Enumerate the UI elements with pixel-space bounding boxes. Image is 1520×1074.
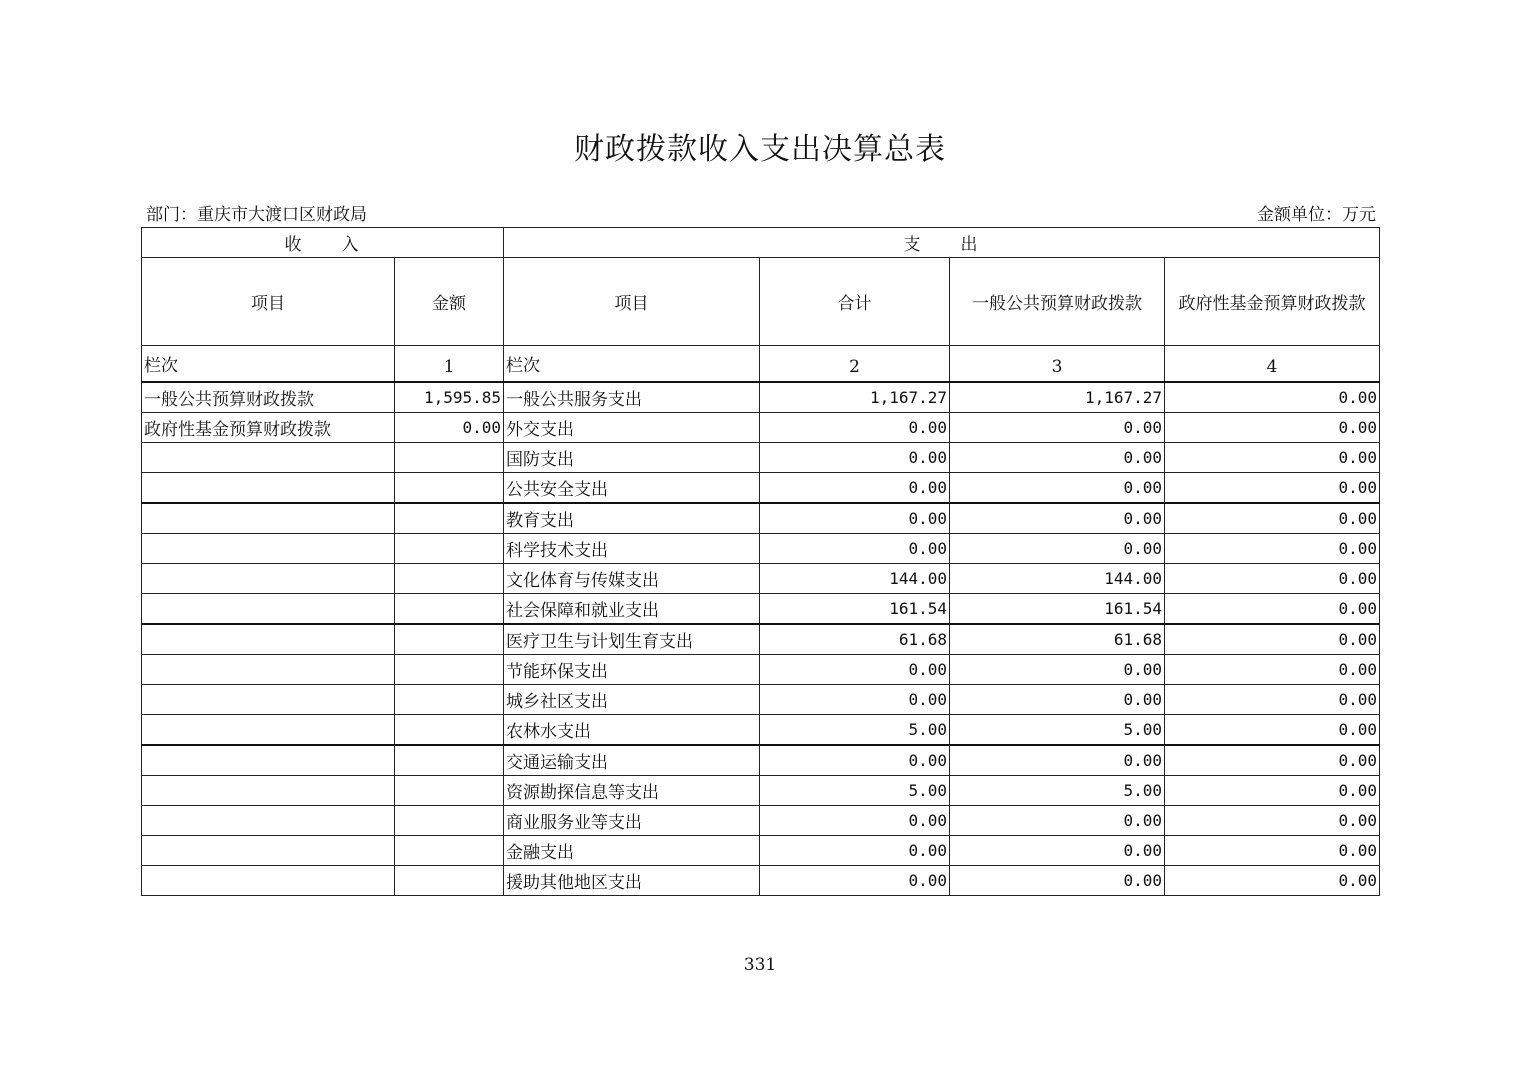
table-row bbox=[142, 473, 1380, 504]
general-budget-cell: 1,167.27 bbox=[950, 382, 1165, 413]
income-item-cell bbox=[142, 473, 395, 504]
total-cell: 1,167.27 bbox=[760, 382, 950, 413]
general-budget-cell: 0.00 bbox=[950, 806, 1165, 836]
fund-budget-cell: 0.00 bbox=[1165, 624, 1380, 655]
expense-item-cell: 医疗卫生与计划生育支出 bbox=[504, 624, 760, 655]
header-expense-item: 项目 bbox=[504, 258, 760, 346]
expense-item-cell: 公共安全支出 bbox=[504, 473, 760, 504]
income-amount-cell bbox=[395, 624, 504, 655]
general-budget-cell: 0.00 bbox=[950, 534, 1165, 564]
header-income-item: 项目 bbox=[142, 258, 395, 346]
income-item-cell: 一般公共预算财政拨款 bbox=[142, 382, 395, 413]
table-row bbox=[142, 534, 1380, 564]
income-item-cell bbox=[142, 745, 395, 776]
total-cell: 5.00 bbox=[760, 715, 950, 746]
expense-item-cell: 社会保障和就业支出 bbox=[504, 594, 760, 625]
expense-item-cell: 资源勘探信息等支出 bbox=[504, 776, 760, 806]
total-cell: 0.00 bbox=[760, 473, 950, 504]
table-row bbox=[142, 503, 1380, 534]
column-index-row bbox=[142, 346, 1380, 383]
table-row bbox=[142, 594, 1380, 625]
expense-item-cell: 外交支出 bbox=[504, 413, 760, 443]
fund-budget-cell: 0.00 bbox=[1165, 655, 1380, 685]
general-budget-cell: 144.00 bbox=[950, 564, 1165, 594]
total-cell: 161.54 bbox=[760, 594, 950, 625]
expense-item-cell: 文化体育与传媒支出 bbox=[504, 564, 760, 594]
table-row bbox=[142, 836, 1380, 866]
table-row bbox=[142, 866, 1380, 896]
income-amount-cell bbox=[395, 534, 504, 564]
expense-item-cell: 科学技术支出 bbox=[504, 534, 760, 564]
table-row bbox=[142, 685, 1380, 715]
expense-item-cell: 城乡社区支出 bbox=[504, 685, 760, 715]
table-row bbox=[142, 655, 1380, 685]
total-cell: 0.00 bbox=[760, 534, 950, 564]
income-item-cell bbox=[142, 534, 395, 564]
income-amount-cell bbox=[395, 685, 504, 715]
total-cell: 144.00 bbox=[760, 564, 950, 594]
income-item-cell bbox=[142, 866, 395, 896]
income-amount-cell bbox=[395, 776, 504, 806]
total-cell: 0.00 bbox=[760, 503, 950, 534]
income-item-cell bbox=[142, 594, 395, 625]
general-budget-cell: 0.00 bbox=[950, 685, 1165, 715]
total-cell: 0.00 bbox=[760, 866, 950, 896]
header-total: 合计 bbox=[760, 258, 950, 346]
column-index-label-right: 栏次 bbox=[504, 346, 760, 383]
income-amount-cell: 1,595.85 bbox=[395, 382, 504, 413]
fund-budget-cell: 0.00 bbox=[1165, 503, 1380, 534]
income-item-cell: 政府性基金预算财政拨款 bbox=[142, 413, 395, 443]
table-row bbox=[142, 624, 1380, 655]
income-amount-cell bbox=[395, 594, 504, 625]
column-index-3: 3 bbox=[950, 346, 1165, 383]
fund-budget-cell: 0.00 bbox=[1165, 594, 1380, 625]
income-item-cell bbox=[142, 503, 395, 534]
income-item-cell bbox=[142, 655, 395, 685]
fund-budget-cell: 0.00 bbox=[1165, 836, 1380, 866]
expense-item-cell: 节能环保支出 bbox=[504, 655, 760, 685]
general-budget-cell: 0.00 bbox=[950, 745, 1165, 776]
fund-budget-cell: 0.00 bbox=[1165, 413, 1380, 443]
total-cell: 5.00 bbox=[760, 776, 950, 806]
general-budget-cell: 0.00 bbox=[950, 413, 1165, 443]
unit-label: 金额单位：万元 bbox=[1257, 205, 1376, 225]
expense-item-cell: 农林水支出 bbox=[504, 715, 760, 746]
table-row bbox=[142, 564, 1380, 594]
expense-item-cell: 教育支出 bbox=[504, 503, 760, 534]
fund-budget-cell: 0.00 bbox=[1165, 745, 1380, 776]
header-fund-budget: 政府性基金预算财政拨款 bbox=[1165, 258, 1380, 346]
column-index-1: 1 bbox=[395, 346, 504, 383]
total-cell: 0.00 bbox=[760, 685, 950, 715]
general-budget-cell: 161.54 bbox=[950, 594, 1165, 625]
fund-budget-cell: 0.00 bbox=[1165, 806, 1380, 836]
total-cell: 0.00 bbox=[760, 836, 950, 866]
general-budget-cell: 0.00 bbox=[950, 503, 1165, 534]
page-number: 331 bbox=[743, 955, 777, 975]
general-budget-cell: 0.00 bbox=[950, 443, 1165, 473]
total-cell: 0.00 bbox=[760, 806, 950, 836]
header-general-budget: 一般公共预算财政拨款 bbox=[950, 258, 1165, 346]
general-budget-cell: 0.00 bbox=[950, 836, 1165, 866]
fund-budget-cell: 0.00 bbox=[1165, 443, 1380, 473]
income-amount-cell bbox=[395, 745, 504, 776]
page-title: 财政拨款收入支出决算总表 bbox=[574, 132, 946, 167]
section-header-row bbox=[142, 228, 1380, 258]
budget-summary-table bbox=[141, 227, 1380, 896]
general-budget-cell: 0.00 bbox=[950, 655, 1165, 685]
total-cell: 0.00 bbox=[760, 443, 950, 473]
income-amount-cell bbox=[395, 655, 504, 685]
income-item-cell bbox=[142, 776, 395, 806]
fund-budget-cell: 0.00 bbox=[1165, 382, 1380, 413]
fund-budget-cell: 0.00 bbox=[1165, 473, 1380, 504]
fund-budget-cell: 0.00 bbox=[1165, 685, 1380, 715]
fund-budget-cell: 0.00 bbox=[1165, 776, 1380, 806]
fund-budget-cell: 0.00 bbox=[1165, 866, 1380, 896]
table-row bbox=[142, 745, 1380, 776]
income-item-cell bbox=[142, 564, 395, 594]
income-amount-cell bbox=[395, 806, 504, 836]
income-amount-cell bbox=[395, 866, 504, 896]
header-income-amount: 金额 bbox=[395, 258, 504, 346]
total-cell: 0.00 bbox=[760, 745, 950, 776]
income-item-cell bbox=[142, 806, 395, 836]
total-cell: 0.00 bbox=[760, 655, 950, 685]
table-row bbox=[142, 776, 1380, 806]
total-cell: 61.68 bbox=[760, 624, 950, 655]
department-label: 部门：重庆市大渡口区财政局 bbox=[146, 205, 367, 225]
total-cell: 0.00 bbox=[760, 413, 950, 443]
expense-item-cell: 金融支出 bbox=[504, 836, 760, 866]
fund-budget-cell: 0.00 bbox=[1165, 715, 1380, 746]
column-index-2: 2 bbox=[760, 346, 950, 383]
column-index-label-left: 栏次 bbox=[142, 346, 395, 383]
general-budget-cell: 0.00 bbox=[950, 866, 1165, 896]
general-budget-cell: 61.68 bbox=[950, 624, 1165, 655]
expense-item-cell: 交通运输支出 bbox=[504, 745, 760, 776]
general-budget-cell: 0.00 bbox=[950, 473, 1165, 504]
income-item-cell bbox=[142, 685, 395, 715]
income-amount-cell bbox=[395, 564, 504, 594]
income-amount-cell bbox=[395, 503, 504, 534]
income-item-cell bbox=[142, 624, 395, 655]
expense-item-cell: 援助其他地区支出 bbox=[504, 866, 760, 896]
income-amount-cell bbox=[395, 473, 504, 504]
income-item-cell bbox=[142, 443, 395, 473]
general-budget-cell: 5.00 bbox=[950, 715, 1165, 746]
income-item-cell bbox=[142, 715, 395, 746]
column-index-4: 4 bbox=[1165, 346, 1380, 383]
table-row bbox=[142, 413, 1380, 443]
fund-budget-cell: 0.00 bbox=[1165, 564, 1380, 594]
expense-item-cell: 商业服务业等支出 bbox=[504, 806, 760, 836]
table-row bbox=[142, 443, 1380, 473]
income-item-cell bbox=[142, 836, 395, 866]
table-row bbox=[142, 382, 1380, 413]
income-amount-cell bbox=[395, 715, 504, 746]
section-income: 收 入 bbox=[142, 228, 504, 258]
general-budget-cell: 5.00 bbox=[950, 776, 1165, 806]
column-header-row bbox=[142, 258, 1380, 346]
income-amount-cell bbox=[395, 443, 504, 473]
fund-budget-cell: 0.00 bbox=[1165, 534, 1380, 564]
income-amount-cell bbox=[395, 836, 504, 866]
income-amount-cell: 0.00 bbox=[395, 413, 504, 443]
table-row bbox=[142, 806, 1380, 836]
expense-item-cell: 一般公共服务支出 bbox=[504, 382, 760, 413]
section-expense: 支 出 bbox=[504, 228, 1380, 258]
expense-item-cell: 国防支出 bbox=[504, 443, 760, 473]
table-row bbox=[142, 715, 1380, 746]
